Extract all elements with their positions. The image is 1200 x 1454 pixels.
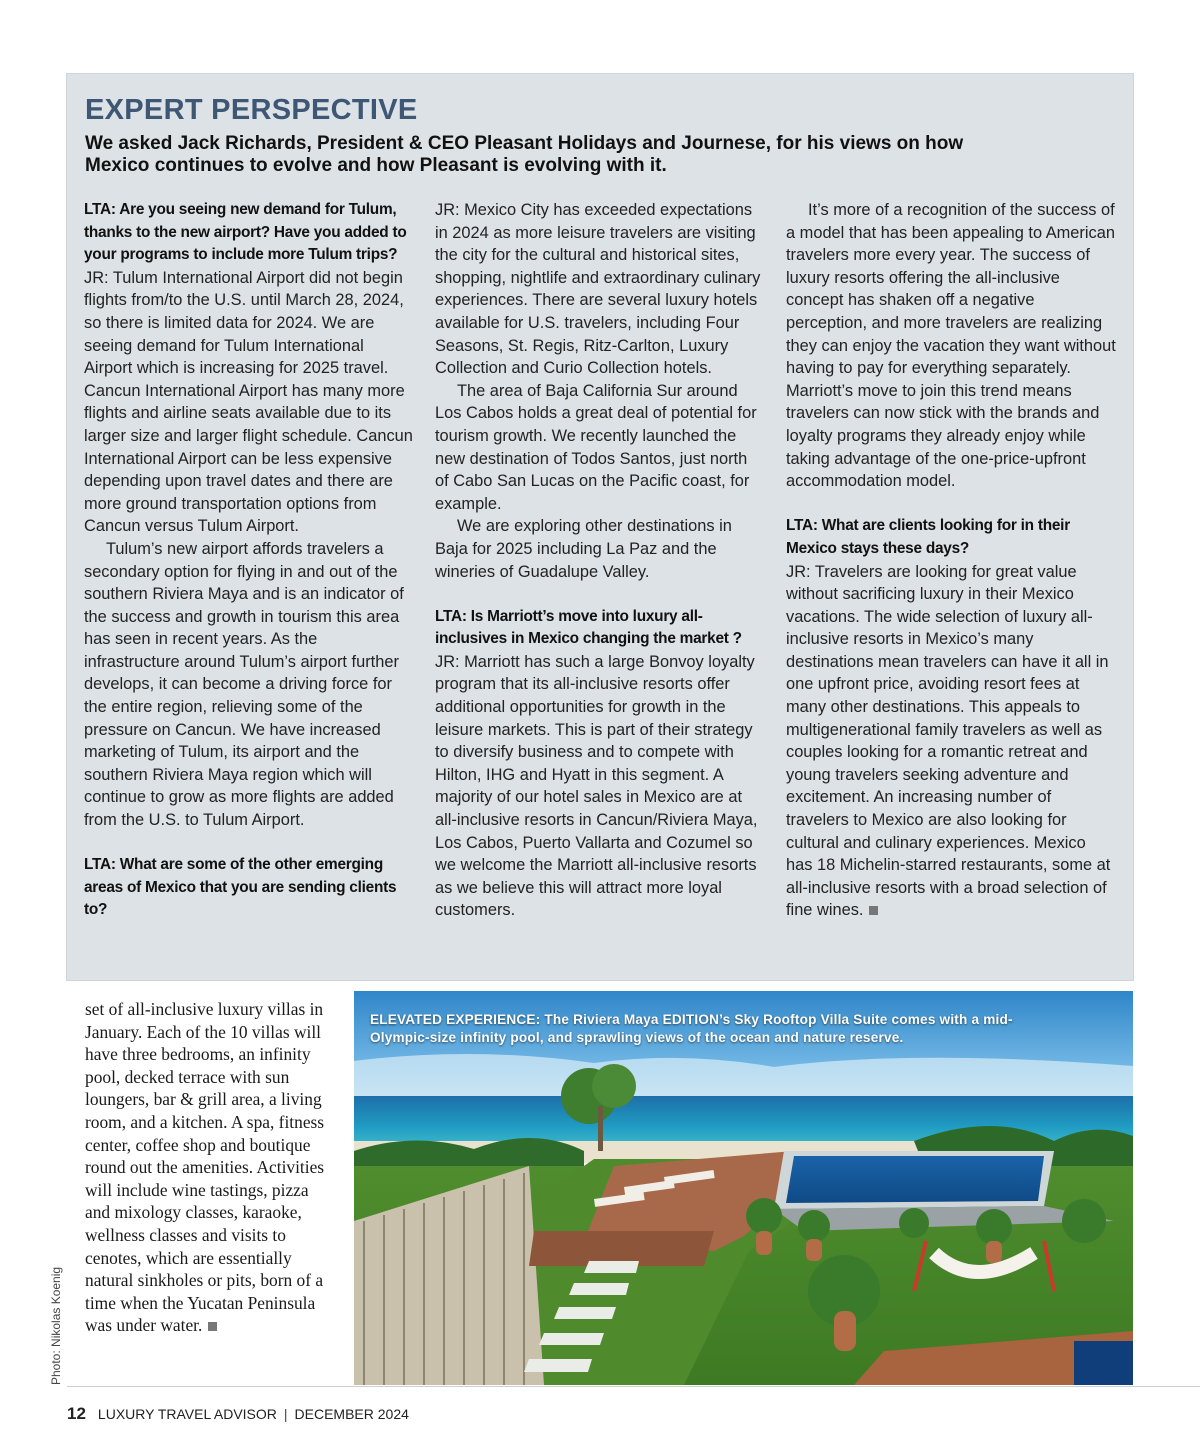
page-number: 12 xyxy=(67,1404,86,1423)
footer-rule xyxy=(67,1386,1200,1387)
answer-paragraph: It’s more of a recognition of the success of a model that has been appealing to American travelers more every year. The success of luxury resorts offering the all-inclusive concept has shaken off a negative perception, and more travelers are realizing they can enjoy the vacation they want without having to pay for everything separately. Marriott’s move to join this trend means travelers can now stick with the brands and loyalty programs they already enjoy while taking advantage of the one-price-upfront accommodation model. xyxy=(786,201,1116,491)
end-mark-icon xyxy=(208,1322,217,1331)
end-mark-icon xyxy=(869,906,878,915)
answer-paragraph: Tulum’s new airport affords travelers a secondary option for flying in and out of the southern Riviera Maya and is an indicator of the success and growth in tourism this area has seen in recent years. As the infrastructure around Tulum’s airport further develops, it can become a driving force for the entire region, relieving some of the pressure on Cancun. We have increased marketing of Tulum, its airport and the southern Riviera Maya region which will continue to grow as more flights are added from the U.S. to Tulum Airport. xyxy=(84,539,404,830)
photo-caption: ELEVATED EXPERIENCE: The Riviera Maya EDITION’s Sky Rooftop Villa Suite comes with a mid-Olympic-size infinity pool, and sprawling views of the ocean and nature reserve. xyxy=(370,1012,1013,1045)
question-emerging-areas: LTA: What are some of the other emerging areas of Mexico that you are sending clients to? xyxy=(84,856,397,919)
sidebar-deck: We asked Jack Richards, President & CEO Pleasant Holidays and Journese, for his views on how Mexico continues to evolve and how Pleasant is evolving with it. xyxy=(85,133,964,176)
rooftop-scene-illustration xyxy=(354,991,1133,1385)
sidebar-column-3 xyxy=(786,199,1116,922)
answer-paragraph xyxy=(786,561,1116,923)
photo-credit: Photo: Nikolas Koenig xyxy=(49,1266,63,1385)
answer-paragraph: JR: Mexico City has exceeded expectations in 2024 as more leisure travelers are visiting the city for the cultural and historical sites, shopping, nightlife and extraordinary culinary experiences. There are several luxury hotels available for U.S. travelers, including Four Seasons, St. Regis, Ritz-Carlton, Luxury Collection and Curio Collection hotels. xyxy=(435,201,761,378)
story-text: set of all-inclusive luxury villas in January. Each of the 10 villas will have three bedrooms, an infinity pool, decked terrace with sun loungers, bar & grill area, a living room, and a kitchen. A spa, fitness center, coffee shop and boutique round out the amenities. Activities will include wine tastings, pizza and mixology classes, karaoke, wellness classes and visits to cenotes, which are essentially natural sinkholes or pits, born of a time when the Yucatan Peninsula was under water. xyxy=(85,999,325,1336)
answer-paragraph: We are exploring other destinations in Baja for 2025 including La Paz and the wineries of Guadalupe Valley. xyxy=(435,517,732,581)
sidebar-headline: EXPERT PERSPECTIVE xyxy=(85,94,418,126)
story-continuation xyxy=(85,998,335,1337)
sidebar-column-1 xyxy=(84,199,414,922)
answer-paragraph: JR: Tulum International Airport did not begin flights from/to the U.S. until March 28, 2024, so there is limited data for 2024. We are seeing demand for Tulum International Airport which is increasing for 2025 travel. Cancun International Airport has many more flights and airline seats available due to its larger size and larger flight schedule. Cancun International Airport can be less expensive depending upon travel dates and there are more ground transportation options from Cancun versus Tulum Airport. xyxy=(84,268,413,536)
answer-text: JR: Travelers are looking for great value without sacrificing luxury in their Mexico vacations. The wide selection of luxury all-inclusive resorts in Mexico’s many destinations mean travelers can have it all in one upfront price, avoiding resort fees at many other destinations. This appeals to multigenerational family travelers as well as couples looking for a romantic retreat and young travelers seeking adventure and excitement. An increasing number of travelers to Mexico are also looking for cultural and culinary experiences. Mexico has 18 Michelin-starred restaurants, some at all-inclusive resorts with a broad selection of fine wines. xyxy=(786,562,1111,920)
rooftop-villa-photo xyxy=(354,991,1133,1385)
question-marriott: LTA: Is Marriott’s move into luxury all-inclusives in Mexico changing the market ? xyxy=(435,607,742,648)
answer-paragraph: JR: Marriott has such a large Bonvoy loyalty program that its all-inclusive resorts offer additional opportunities for growth in the leisure markets. This is part of their strategy to diversify business and to compete with Hilton, IHG and Hyatt in this segment. A majority of our hotel sales in Mexico are at all-inclusive resorts in Cancun/Riviera Maya, Los Cabos, Puerto Vallarta and Cozumel so we welcome the Marriott all-inclusive resorts as we believe this will attract more loyal customers. xyxy=(435,652,758,920)
question-tulum: LTA: Are you seeing new demand for Tulum, thanks to the new airport? Have you added to your programs to include more Tulum trips? xyxy=(84,201,407,264)
question-client-wants: LTA: What are clients looking for in their Mexico stays these days? xyxy=(786,517,1070,557)
publication-name: LUXURY TRAVEL ADVISOR xyxy=(97,1406,277,1422)
answer-paragraph: The area of Baja California Sur around Los Cabos holds a great deal of potential for tourism growth. We recently launched the new destination of Todos Santos, just north of Cabo San Lucas on the Pacific coast, for example. xyxy=(435,381,757,513)
sidebar-column-2 xyxy=(435,199,765,922)
footer-separator: | xyxy=(283,1406,288,1422)
expert-perspective-sidebar xyxy=(67,74,1133,980)
page-footer xyxy=(67,1404,409,1424)
issue-date: DECEMBER 2024 xyxy=(294,1406,409,1422)
